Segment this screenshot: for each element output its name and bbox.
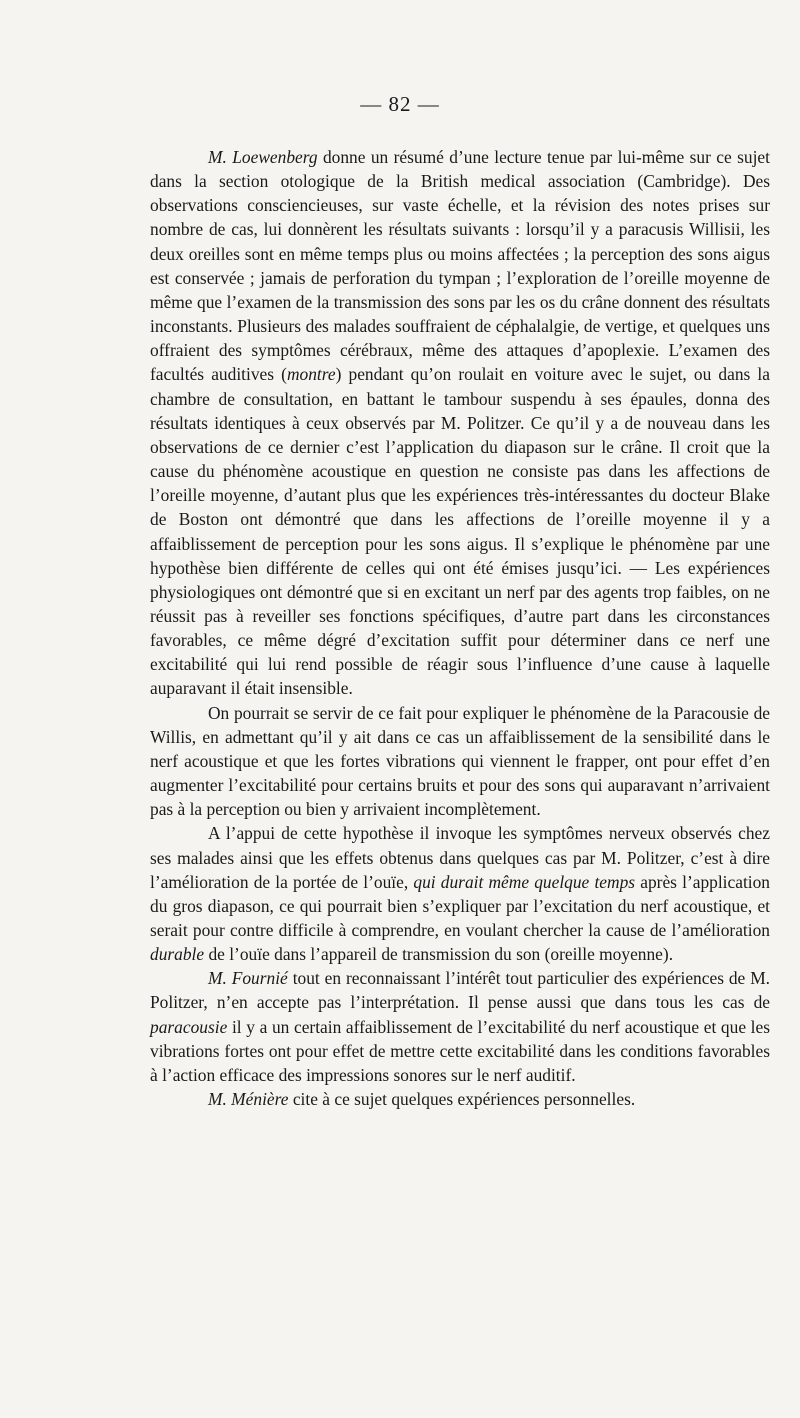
- paragraph-loewenberg: [150, 145, 770, 701]
- paragraph-hypothese: [150, 821, 770, 966]
- paragraph-fournie: [150, 966, 770, 1087]
- paragraph-text: tout en reconnaissant l’intérêt tout particulier des expériences de M. Politzer, n’en accepte pas l’interprétation. Il pense aussi que dans tous les cas de: [150, 968, 770, 1013]
- body-text: [150, 145, 770, 1111]
- italic-term: durable: [150, 944, 205, 965]
- italic-phrase: qui durait même quelque temps: [413, 871, 636, 892]
- paragraph-text: ) pendant qu’on roulait en voiture avec le sujet, ou dans la chambre de consultation, en battant le tambour suspendu à ses épaules, donna des résultats identiques à ceux observés par M. Politzer. Ce qu’il y a de nouveau dans les observations de ce dernier c’est l’application du diapason sur le crâne. Il croit que la cause du phénomène acoustique en question ne consiste pas dans les affections de l’oreille moyenne, d’autant plus que les expériences très-intéressantes du docteur Blake de Boston ont démontré que dans les affections de l’oreille moyenne il y a affaiblissement de perception pour les sons aigus. Il s’explique le phénomène par une hypothèse bien différente de celles qui ont été émises jusqu’ici. — Les expériences physiologiques ont démontré que si en excitant un nerf par des agents trop faibles, on ne réussit pas à reveiller ses fonctions spécifiques, d’autre part dans les circonstances favorables, ce même dégré d’excitation suffit pour déterminer dans ce nerf une excitabilité qui lui rend possible de réagir sous l’influence d’une cause à laquelle auparavant il était insensible.: [150, 364, 770, 699]
- paragraph-meniere: [150, 1087, 770, 1111]
- italic-term: montre: [286, 364, 336, 385]
- italic-term: paracousie: [150, 1016, 228, 1037]
- paragraph-text: donne un résumé d’une lecture tenue par lui-même sur ce sujet dans la section otologique de la British medical association (Cambridge). Des observations consciencieuses, sur vaste échelle, et la révision des notes prises sur nombre de cas, lui donnèrent les résultats suivants : lorsqu’il y a paracusis Willisii, les deux oreilles sont en même temps plus ou moins affectées ; la perception des sons aigus est conservée ; jamais de perforation du tympan ; l’exploration de l’oreille moyenne de même que l’examen de la transmission des sons par les os du crâne donnent des résultats inconstants. Plusieurs des malades souffraient de céphalalgie, de vertige, et quelques uns offraient des symptômes cérébraux, même des attaques d’apoplexie. L’examen des facultés auditives (: [150, 147, 770, 385]
- paragraph-paracousie: On pourrait se servir de ce fait pour expliquer le phénomène de la Paracousie de Willis, en admettant qu’il y ait dans ce cas un affaiblissement de la sensibilité dans le nerf acoustique et que les fortes vibrations qui viennent le frapper, ont pour effet d’en augmenter l’excitabilité pour certains bruits et pour des sons qui auparavant n’arrivaient pas à la perception ou bien y arrivaient incomplètement.: [150, 702, 770, 820]
- paragraph-text: il y a un certain affaiblissement de l’excitabilité du nerf acoustique et que les vibrations fortes ont pour effet de mettre cette excitabilité dans les conditions favorables à l’action efficace des impressions sonores sur le nerf auditif.: [150, 1016, 770, 1085]
- paragraph-text: après l’application du gros diapason, ce qui pourrait bien s’expliquer par l’excitation du nerf acoustique, et serait pour contre difficile à comprendre, en voulant chercher la cause de l’amélioration: [150, 871, 770, 940]
- speaker-name: M. Fournié: [208, 968, 288, 989]
- paragraph-text: de l’ouïe dans l’appareil de transmission du son (oreille moyenne).: [204, 944, 674, 965]
- speaker-name: M. Ménière: [208, 1089, 289, 1110]
- paragraph-text: A l’appui de cette hypothèse il invoque les symptômes nerveux observés chez ses malades ainsi que les effets obtenus dans quelques cas par M. Politzer, c’est à dire l’amélioration de la portée de l’ouïe,: [150, 823, 770, 892]
- speaker-name: M. Loewenberg: [208, 147, 318, 167]
- page-number: — 82 —: [360, 92, 440, 116]
- paragraph-text: cite à ce sujet quelques expériences personnelles.: [288, 1089, 636, 1110]
